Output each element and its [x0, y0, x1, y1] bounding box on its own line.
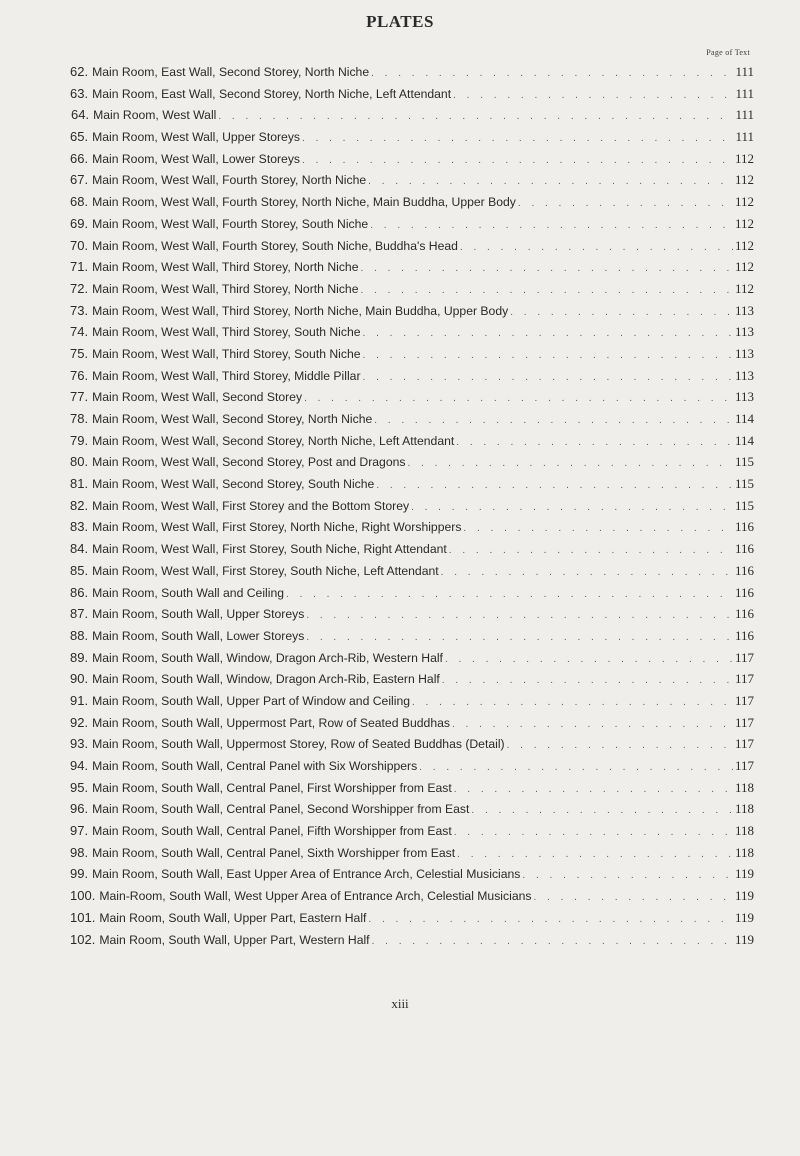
plate-title: Main Room, West Wall, First Storey, South Niche, Right Attendant	[92, 542, 447, 557]
page-reference: 119	[734, 909, 754, 925]
dot-leader	[371, 68, 733, 79]
plate-title: Main Room, South Wall, Central Panel with Six Worshippers	[92, 759, 418, 773]
list-item	[70, 715, 754, 737]
plate-title: Main Room, West Wall, First Storey, South Niche, Left Attendant	[92, 563, 439, 578]
list-item	[70, 888, 754, 910]
dot-leader	[368, 176, 733, 187]
plate-title: Main Room, East Wall, Second Storey, North Niche, Left Attendant	[92, 86, 452, 101]
list-item	[70, 194, 754, 216]
list-item	[70, 606, 754, 628]
plate-number: 88.	[70, 627, 89, 643]
list-item	[70, 650, 754, 672]
page-reference: 117	[734, 736, 754, 752]
plate-number: 67.	[70, 172, 89, 188]
plate-title: Main Room, West Wall, Third Storey, North Niche	[92, 281, 359, 296]
page-reference: 114	[734, 432, 754, 448]
plate-title: Main Room, South Wall and Ceiling	[92, 585, 285, 600]
list-item	[70, 216, 754, 238]
dot-leader	[445, 654, 733, 665]
page-reference: 117	[734, 671, 754, 687]
dot-leader	[363, 350, 733, 361]
page-reference: 112	[734, 280, 754, 296]
list-item	[70, 454, 754, 476]
list-item	[70, 259, 754, 281]
plate-number: 97.	[70, 823, 89, 839]
plate-number: 71.	[70, 259, 89, 275]
plate-title: Main Room, West Wall, Third Storey, South Niche	[92, 325, 361, 340]
dot-leader	[306, 632, 733, 643]
plate-title: Main Room, South Wall, Uppermost Part, Row of Seated Buddhas	[92, 715, 450, 730]
page-reference: 117	[734, 649, 754, 665]
page-reference: 115	[734, 476, 754, 492]
plate-title: Main Room, South Wall, Central Panel, Fifth Worshipper from East	[92, 824, 452, 839]
plate-title: Main Room, West Wall, Second Storey, North Niche, Left Attendant	[92, 433, 455, 448]
dot-leader	[302, 155, 733, 166]
list-item	[70, 671, 754, 693]
plate-title: Main Room, South Wall, Upper Part of Window and Ceiling	[92, 693, 410, 708]
page-reference: 118	[734, 779, 754, 795]
dot-leader	[457, 849, 733, 860]
dot-leader	[370, 220, 733, 231]
plate-number: 78.	[70, 411, 89, 426]
page-reference: 111	[735, 107, 754, 123]
dot-leader	[454, 784, 733, 795]
list-item	[70, 476, 754, 498]
plate-title: Main Room, West Wall, Second Storey, North Niche	[92, 412, 373, 426]
page-reference: 116	[734, 584, 754, 600]
page-reference: 116	[734, 627, 754, 643]
list-item	[70, 368, 754, 390]
dot-leader	[411, 502, 733, 513]
plate-title: Main Room, South Wall, Window, Dragon Arch-Rib, Western Half	[92, 650, 443, 665]
list-item	[70, 172, 754, 194]
dot-leader	[360, 285, 732, 296]
dot-leader	[363, 328, 733, 339]
page-number: xiii	[391, 996, 409, 1011]
dot-leader	[456, 437, 733, 448]
list-item	[70, 541, 754, 563]
dot-leader	[522, 870, 733, 881]
page-reference: 117	[734, 692, 754, 708]
plate-number: 89.	[70, 649, 89, 665]
plate-title: Main Room, West Wall, Upper Storeys	[92, 130, 301, 145]
page-reference: 116	[734, 606, 754, 622]
plate-number: 72.	[70, 280, 89, 296]
page-reference: 118	[734, 801, 754, 817]
plate-number: 74.	[70, 324, 89, 340]
plate-title: Main Room, South Wall, Uppermost Storey, Row of Seated Buddhas (Detail)	[92, 737, 505, 752]
list-item	[70, 758, 754, 780]
list-item	[70, 346, 754, 368]
page-reference: 116	[734, 562, 754, 578]
plate-title: Main Room, South Wall, East Upper Area of Entrance Arch, Celestial Musicians	[92, 867, 521, 882]
dot-leader	[218, 111, 733, 122]
plate-title: Main Room, West Wall, Second Storey, South Niche	[92, 477, 375, 492]
dot-leader	[360, 263, 732, 274]
list-item	[70, 563, 754, 585]
page-reference: 118	[734, 823, 754, 839]
plate-number: 99.	[70, 866, 89, 882]
plate-number: 96.	[70, 801, 89, 817]
plate-title: Main-Room, South Wall, West Upper Area of Entrance Arch, Celestial Musicians	[99, 889, 532, 904]
page-reference: 119	[734, 888, 754, 904]
plate-number: 75.	[70, 345, 89, 361]
list-item	[70, 107, 754, 129]
page-reference: 113	[734, 367, 754, 383]
dot-leader	[441, 567, 733, 578]
page-reference: 119	[734, 931, 754, 947]
page-reference: 115	[734, 497, 754, 513]
list-item	[70, 823, 754, 845]
plate-number: 102.	[70, 931, 96, 947]
plate-number: 65.	[70, 129, 89, 145]
plate-number: 64.	[71, 107, 90, 123]
plate-number: 90.	[70, 671, 89, 687]
dot-leader	[510, 307, 733, 318]
list-item	[70, 411, 754, 433]
list-item	[70, 303, 754, 325]
dot-leader	[407, 458, 732, 469]
plate-number: 83.	[70, 519, 89, 535]
dot-leader	[286, 589, 733, 600]
page-reference: 111	[735, 64, 754, 79]
list-item	[70, 129, 754, 151]
dot-leader	[507, 740, 733, 751]
plate-number: 73.	[70, 302, 89, 318]
plate-title: Main Room, West Wall, First Storey, North Niche, Right Worshippers	[92, 520, 462, 535]
list-item	[70, 324, 754, 346]
plate-number: 68.	[70, 194, 89, 210]
page-reference: 117	[734, 714, 754, 730]
plate-number: 86.	[70, 584, 89, 600]
dot-leader	[306, 610, 733, 621]
page-reference: 114	[734, 411, 754, 426]
plate-title: Main Room, South Wall, Window, Dragon Arch-Rib, Eastern Half	[92, 672, 440, 687]
page-reference: 111	[735, 129, 754, 145]
plate-title: Main Room, West Wall, Second Storey, Post and Dragons	[92, 455, 406, 470]
plate-number: 77.	[70, 389, 89, 405]
dot-leader	[463, 523, 733, 534]
plate-number: 82.	[70, 497, 89, 513]
page-reference: 118	[734, 844, 754, 860]
list-item	[70, 585, 754, 607]
page-reference: 116	[734, 519, 754, 535]
plate-title: Main Room, West Wall, Fourth Storey, North Niche	[92, 173, 367, 188]
dot-leader	[363, 372, 733, 383]
dot-leader	[374, 415, 733, 426]
list-item	[70, 498, 754, 520]
plate-title: Main Room, West Wall, Fourth Storey, North Niche, Main Buddha, Upper Body	[92, 195, 516, 210]
plate-number: 63.	[70, 85, 89, 101]
plate-title: Main Room, West Wall, Third Storey, South Niche	[92, 346, 361, 361]
plate-number: 81.	[70, 476, 89, 492]
page-reference: 113	[734, 302, 754, 318]
plate-title: Main Room, West Wall, Fourth Storey, South Niche, Buddha's Head	[92, 238, 458, 253]
plate-title: Main Room, West Wall, Lower Storeys	[92, 151, 301, 166]
list-item	[70, 866, 754, 888]
page-reference: 112	[734, 194, 754, 210]
dot-leader	[304, 393, 733, 404]
plate-title: Main Room, West Wall, Fourth Storey, South Niche	[92, 216, 369, 231]
dot-leader	[449, 545, 733, 556]
page-reference: 111	[735, 85, 754, 101]
plate-number: 80.	[70, 454, 89, 470]
plate-title: Main Room, South Wall, Upper Storeys	[92, 607, 305, 622]
plate-title: Main Room, West Wall, Third Storey, North Niche, Main Buddha, Upper Body	[92, 303, 509, 318]
plate-number: 69.	[70, 215, 89, 231]
page-reference: 112	[734, 215, 754, 231]
list-item	[70, 780, 754, 802]
page-reference: 112	[734, 259, 754, 275]
plate-number: 95.	[70, 779, 89, 795]
list-item	[70, 281, 754, 303]
plate-number: 87.	[70, 606, 89, 622]
list-item	[70, 64, 754, 86]
list-item	[70, 238, 754, 260]
page-reference: 117	[734, 758, 754, 773]
list-item	[70, 736, 754, 758]
plates-list	[70, 64, 754, 953]
dot-leader	[471, 805, 733, 816]
dot-leader	[419, 762, 733, 773]
list-item	[70, 910, 754, 932]
list-item	[70, 151, 754, 173]
plate-title: Main Room, South Wall, Upper Part, Eastern Half	[99, 910, 367, 925]
page-reference: 112	[734, 237, 754, 253]
dot-leader	[518, 198, 733, 209]
list-item	[70, 433, 754, 455]
plate-number: 93.	[70, 736, 89, 752]
dot-leader	[454, 827, 733, 838]
dot-leader	[372, 936, 733, 947]
list-item	[70, 801, 754, 823]
plate-number: 70.	[70, 237, 89, 253]
plate-number: 98.	[70, 844, 89, 860]
plate-title: Main Room, South Wall, Upper Part, Western Half	[99, 932, 370, 947]
plate-number: 85.	[70, 562, 89, 578]
plate-title: Main Room, East Wall, Second Storey, North Niche	[92, 65, 370, 79]
list-item	[70, 693, 754, 715]
dot-leader	[460, 242, 733, 253]
plate-number: 66.	[70, 150, 89, 166]
page-reference: 112	[734, 150, 754, 166]
dot-leader	[533, 892, 733, 903]
page-reference: 112	[734, 172, 754, 188]
plate-number: 100.	[70, 888, 96, 904]
plate-number: 94.	[70, 758, 89, 773]
plate-number: 84.	[70, 541, 89, 557]
plate-number: 101.	[70, 909, 96, 925]
plate-title: Main Room, West Wall, Third Storey, Middle Pillar	[92, 368, 361, 383]
list-item	[70, 628, 754, 650]
dot-leader	[453, 90, 733, 101]
page-reference: 119	[734, 866, 754, 882]
page-reference: 115	[734, 454, 754, 470]
page-reference: 113	[734, 324, 754, 340]
dot-leader	[452, 719, 733, 730]
dot-leader	[368, 914, 733, 925]
dot-leader	[302, 133, 733, 144]
plate-title: Main Room, West Wall, Second Storey	[92, 390, 303, 405]
list-item	[70, 389, 754, 411]
dot-leader	[412, 697, 733, 708]
plate-number: 76.	[70, 367, 89, 383]
page-title: PLATES	[366, 12, 434, 31]
list-item	[70, 519, 754, 541]
dot-leader	[376, 480, 733, 491]
list-item	[70, 86, 754, 108]
plate-number: 79.	[70, 432, 89, 448]
page-reference: 113	[734, 345, 754, 361]
plate-number: 92.	[70, 714, 89, 730]
column-header: Page of Text	[706, 48, 750, 57]
plate-title: Main Room, South Wall, Central Panel, Second Worshipper from East	[92, 802, 470, 817]
plate-title: Main Room, West Wall, Third Storey, North Niche	[92, 260, 359, 275]
plate-number: 91.	[70, 692, 89, 708]
plate-title: Main Room, South Wall, Central Panel, First Worshipper from East	[92, 780, 452, 795]
plate-title: Main Room, South Wall, Lower Storeys	[92, 628, 305, 643]
list-item	[70, 932, 754, 954]
page-reference: 113	[734, 389, 754, 405]
plate-title: Main Room, South Wall, Central Panel, Sixth Worshipper from East	[92, 845, 456, 860]
dot-leader	[442, 675, 733, 686]
page-reference: 116	[734, 541, 754, 557]
plate-number: 62.	[70, 64, 89, 79]
plate-title: Main Room, West Wall	[93, 108, 217, 123]
list-item	[70, 845, 754, 867]
plate-title: Main Room, West Wall, First Storey and the Bottom Storey	[92, 498, 410, 513]
